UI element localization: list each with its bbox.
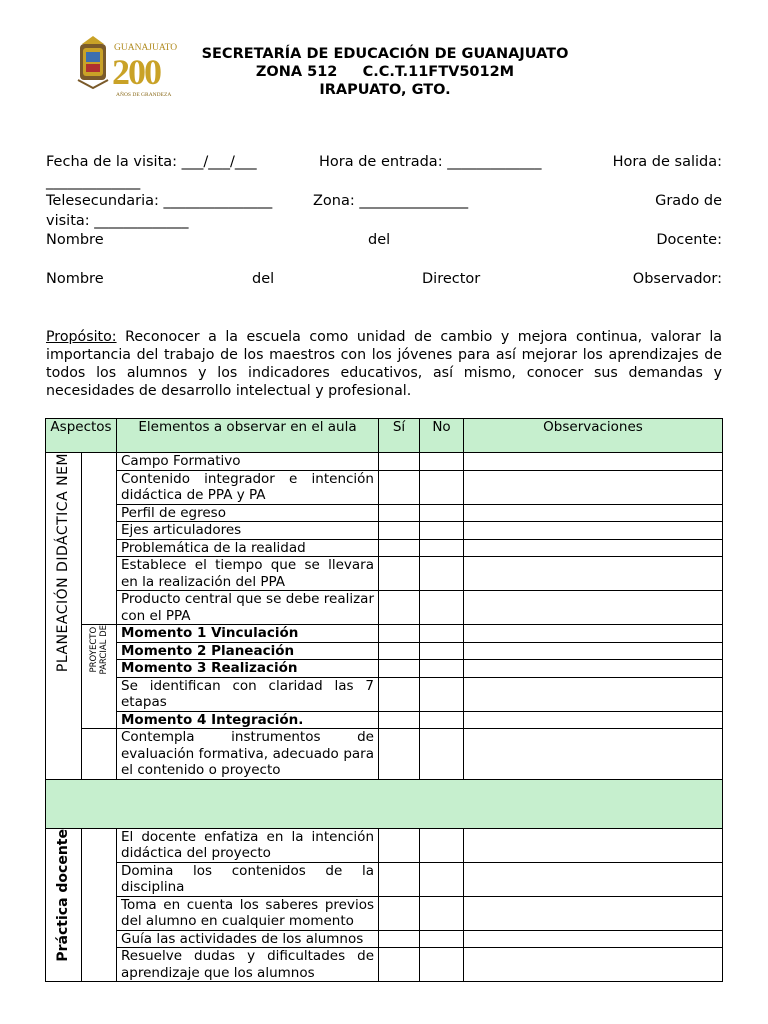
- document-header: [180, 45, 590, 99]
- observation-cell[interactable]: [464, 660, 723, 678]
- si-checkbox-cell[interactable]: [379, 453, 420, 471]
- observation-cell[interactable]: [464, 453, 723, 471]
- table-row: [46, 729, 723, 780]
- header-no: No: [420, 419, 464, 453]
- no-checkbox-cell[interactable]: [420, 591, 464, 625]
- subgroup-proyecto-parcial: PROYECTO PARCIAL DE: [82, 625, 117, 729]
- element-cell: Resuelve dudas y dificultades de aprendizaje que los alumnos: [117, 948, 379, 982]
- element-cell: Momento 1 Vinculación: [117, 625, 379, 643]
- table-row: [46, 896, 723, 930]
- si-checkbox-cell[interactable]: [379, 470, 420, 504]
- logo-guanajuato-text: GUANAJUATO: [114, 43, 178, 53]
- element-cell: Guía las actividades de los alumnos: [117, 930, 379, 948]
- element-cell: Perfil de egreso: [117, 504, 379, 522]
- observation-cell[interactable]: [464, 470, 723, 504]
- si-checkbox-cell[interactable]: [379, 539, 420, 557]
- no-checkbox-cell[interactable]: [420, 660, 464, 678]
- observation-cell[interactable]: [464, 522, 723, 540]
- table-row: [46, 591, 723, 625]
- si-checkbox-cell[interactable]: [379, 948, 420, 982]
- no-checkbox-cell[interactable]: [420, 453, 464, 471]
- element-cell: El docente enfatiza en la intención didáctica del proyecto: [117, 828, 379, 862]
- si-checkbox-cell[interactable]: [379, 828, 420, 862]
- zona-field: Zona: _______________: [313, 193, 469, 209]
- no-checkbox-cell[interactable]: [420, 711, 464, 729]
- element-cell: Campo Formativo: [117, 453, 379, 471]
- element-cell: Contempla instrumentos de evaluación formativa, adecuado para el contenido o proyecto: [117, 729, 379, 780]
- observation-cell[interactable]: [464, 828, 723, 862]
- no-checkbox-cell[interactable]: [420, 557, 464, 591]
- grado-visita-field: visita: _____________: [46, 213, 189, 229]
- table-header-row: [46, 419, 723, 453]
- no-checkbox-cell[interactable]: [420, 625, 464, 643]
- si-checkbox-cell[interactable]: [379, 504, 420, 522]
- observation-cell[interactable]: [464, 711, 723, 729]
- subgroup-empty-cell: [82, 729, 117, 780]
- table-row: [46, 504, 723, 522]
- header-observaciones: Observaciones: [464, 419, 723, 453]
- observation-cell[interactable]: [464, 677, 723, 711]
- aspect-planeacion: PLANEACIÓN DIDÁCTICA NEM: [46, 453, 82, 780]
- no-checkbox-cell[interactable]: [420, 930, 464, 948]
- header-zona: ZONA 512 C.C.T.11FTV5012M: [255, 64, 515, 80]
- table-row: [46, 711, 723, 729]
- no-checkbox-cell[interactable]: [420, 896, 464, 930]
- observation-cell[interactable]: [464, 557, 723, 591]
- table-row: [46, 522, 723, 540]
- si-checkbox-cell[interactable]: [379, 591, 420, 625]
- si-checkbox-cell[interactable]: [379, 660, 420, 678]
- no-checkbox-cell[interactable]: [420, 504, 464, 522]
- observation-cell[interactable]: [464, 539, 723, 557]
- si-checkbox-cell[interactable]: [379, 625, 420, 643]
- si-checkbox-cell[interactable]: [379, 711, 420, 729]
- hora-entrada-field: Hora de entrada: _____________: [319, 154, 542, 170]
- no-checkbox-cell[interactable]: [420, 948, 464, 982]
- aspect-practica-docente: Práctica docente: [46, 828, 82, 982]
- si-checkbox-cell[interactable]: [379, 862, 420, 896]
- fecha-field: Fecha de la visita: ___/___/___: [46, 154, 257, 170]
- table-row: [46, 453, 723, 471]
- separator-row: [46, 779, 723, 828]
- guanajuato-200-logo: [76, 34, 182, 100]
- no-checkbox-cell[interactable]: [420, 539, 464, 557]
- table-row: [46, 642, 723, 660]
- table-row: [46, 470, 723, 504]
- table-row: [46, 930, 723, 948]
- element-cell: Se identifican con claridad las 7 etapas: [117, 677, 379, 711]
- header-elementos: Elementos a observar en el aula: [117, 419, 379, 453]
- element-cell: Momento 4 Integración.: [117, 711, 379, 729]
- element-cell: Ejes articuladores: [117, 522, 379, 540]
- observation-cell[interactable]: [464, 948, 723, 982]
- table-row: [46, 660, 723, 678]
- element-cell: Momento 2 Planeación: [117, 642, 379, 660]
- observation-cell[interactable]: [464, 625, 723, 643]
- si-checkbox-cell[interactable]: [379, 557, 420, 591]
- si-checkbox-cell[interactable]: [379, 642, 420, 660]
- purpose-text: Reconocer a la escuela como unidad de cambio y mejora continua, valorar la importancia del trabajo de los maestros con los jóvenes para así mejorar los aprendizajes de todos los alumnos y los indicadores educativos, así mismo, conocer sus demandas y necesidades de desarrollo intelectual y profesional.: [46, 329, 722, 399]
- element-cell: Domina los contenidos de la disciplina: [117, 862, 379, 896]
- observation-cell[interactable]: [464, 896, 723, 930]
- purpose-paragraph: [46, 328, 722, 400]
- observation-cell[interactable]: [464, 930, 723, 948]
- green-separator-cell: [46, 779, 723, 828]
- element-cell: Producto central que se debe realizar con el PPA: [117, 591, 379, 625]
- si-checkbox-cell[interactable]: [379, 522, 420, 540]
- si-checkbox-cell[interactable]: [379, 729, 420, 780]
- observation-cell[interactable]: [464, 504, 723, 522]
- table-row: [46, 862, 723, 896]
- no-checkbox-cell[interactable]: [420, 729, 464, 780]
- header-si: Sí: [379, 419, 420, 453]
- table-row: [46, 539, 723, 557]
- no-checkbox-cell[interactable]: [420, 862, 464, 896]
- si-checkbox-cell[interactable]: [379, 677, 420, 711]
- element-cell: Establece el tiempo que se llevara en la realización del PPA: [117, 557, 379, 591]
- no-checkbox-cell[interactable]: [420, 470, 464, 504]
- observation-cell[interactable]: [464, 591, 723, 625]
- header-aspectos: Aspectos: [46, 419, 117, 453]
- element-cell: Contenido integrador e intención didáctica de PPA y PA: [117, 470, 379, 504]
- element-cell: Problemática de la realidad: [117, 539, 379, 557]
- element-cell: Toma en cuenta los saberes previos del alumno en cualquier momento: [117, 896, 379, 930]
- header-city: IRAPUATO, GTO.: [319, 82, 451, 98]
- hora-salida-field: Hora de salida:: [612, 154, 722, 170]
- table-row: [46, 948, 723, 982]
- observation-cell[interactable]: [464, 642, 723, 660]
- table-row: [46, 828, 723, 862]
- no-checkbox-cell[interactable]: [420, 642, 464, 660]
- grado-field: Grado de: [655, 193, 722, 209]
- logo-tagline-text: AÑOS DE GRANDEZA: [116, 92, 172, 98]
- purpose-label: Propósito:: [46, 329, 117, 345]
- telesecundaria-field: Telesecundaria: _______________: [46, 193, 273, 209]
- table-row: [46, 557, 723, 591]
- no-checkbox-cell[interactable]: [420, 828, 464, 862]
- header-secretaria: SECRETARÍA DE EDUCACIÓN DE GUANAJUATO: [201, 46, 569, 62]
- subgroup-empty-cell: [82, 828, 117, 982]
- table-row: [46, 677, 723, 711]
- logo-200-text: 200: [112, 52, 160, 92]
- observation-cell[interactable]: [464, 862, 723, 896]
- observation-table: [45, 418, 723, 982]
- table-row: [46, 625, 723, 643]
- si-checkbox-cell[interactable]: [379, 930, 420, 948]
- no-checkbox-cell[interactable]: [420, 522, 464, 540]
- si-checkbox-cell[interactable]: [379, 896, 420, 930]
- coat-of-arms-icon: [78, 36, 108, 88]
- subgroup-empty-cell: [82, 453, 117, 625]
- element-cell: Momento 3 Realización: [117, 660, 379, 678]
- no-checkbox-cell[interactable]: [420, 677, 464, 711]
- observation-cell[interactable]: [464, 729, 723, 780]
